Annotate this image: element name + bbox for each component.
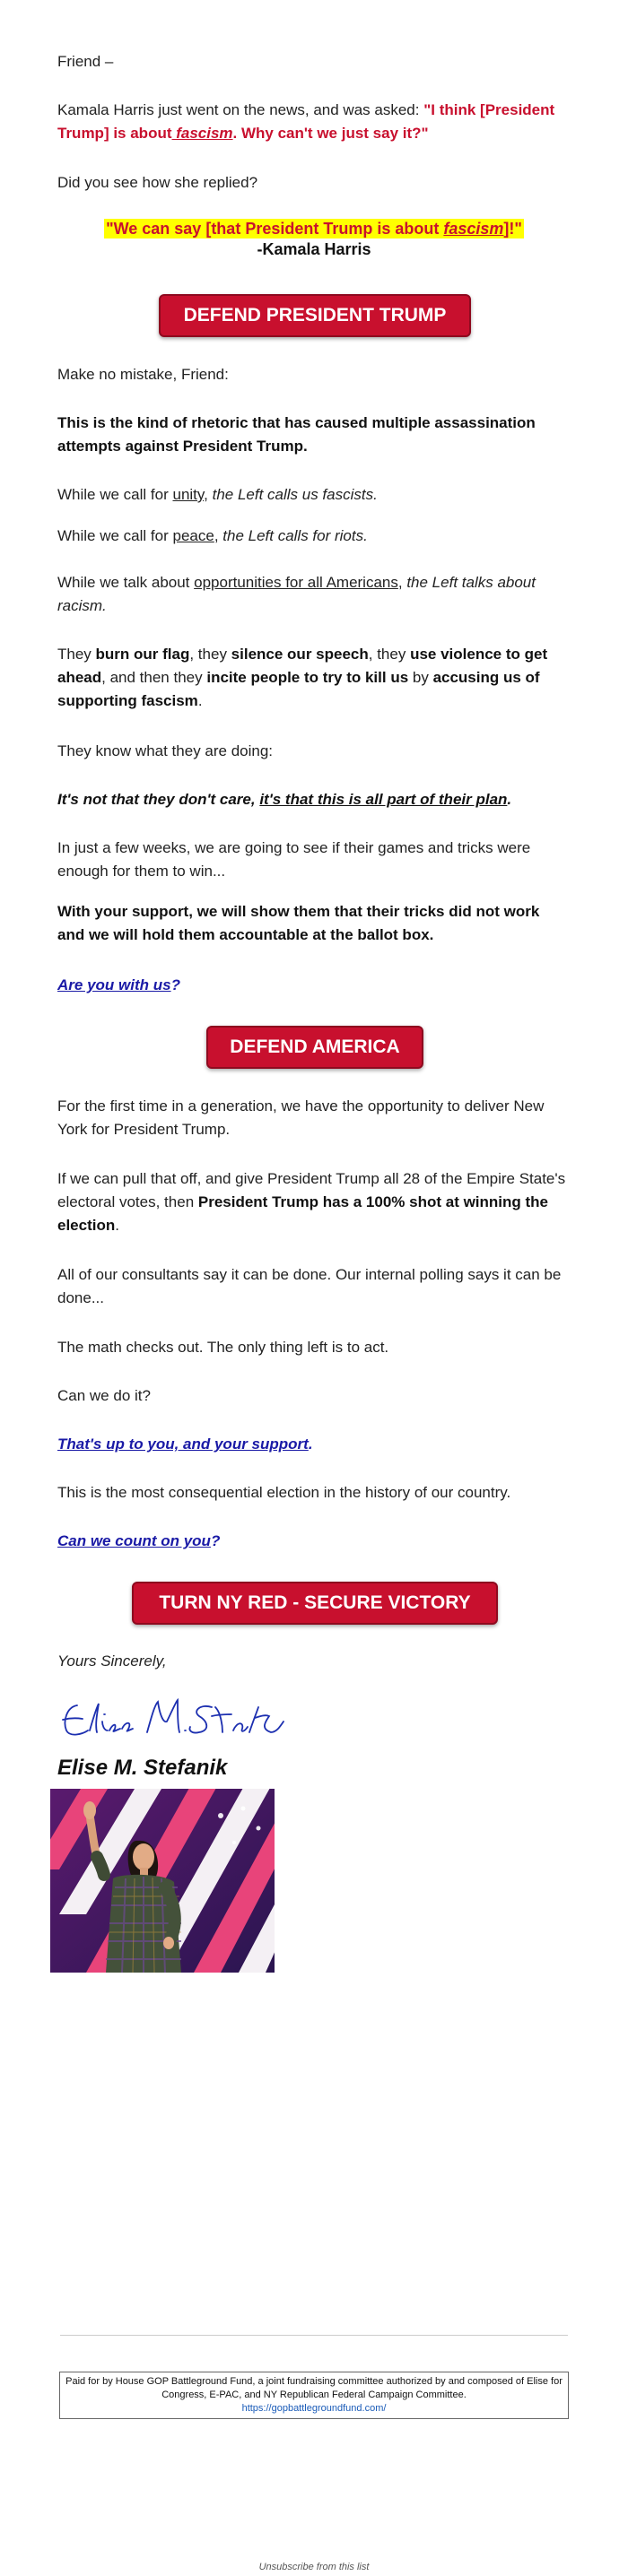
footer-divider [60, 2335, 568, 2336]
they-know: They know what they are doing: [57, 742, 274, 759]
intro-paragraph [57, 99, 571, 145]
are-you-with-us-line: Are you with us? [57, 976, 180, 993]
up-to-you-line: That's up to you, and your support. [57, 1435, 313, 1453]
closing: Yours Sincerely, [57, 1652, 167, 1670]
did-you-see: Did you see how she replied? [57, 174, 258, 191]
intro-lead: Kamala Harris just went on the news, and was asked: [57, 101, 424, 118]
plan-line: It's not that they don't care, it's that this is all part of their plan. [57, 791, 512, 808]
defend-president-trump-button[interactable]: DEFEND PRESIDENT TRUMP [159, 294, 471, 337]
highlight-quote [0, 220, 628, 259]
defend-america-button[interactable]: DEFEND AMERICA [206, 1026, 423, 1069]
disclaimer-link[interactable]: https://gopbattlegroundfund.com/ [241, 2403, 387, 2414]
up-to-you-link[interactable]: That's up to you, and your support [57, 1435, 309, 1453]
opportunities-line: While we talk about opportunities for all Americans, the Left talks about racism. [57, 574, 536, 614]
make-no-mistake: Make no mistake, Friend: [57, 366, 229, 383]
highlight-quote-text: "We can say [that President Trump is about fascism]!" [106, 220, 522, 238]
can-we: Can we do it? [57, 1387, 151, 1404]
first-time: For the first time in a generation, we have the opportunity to deliver New York for President Trump. [57, 1097, 545, 1138]
greeting: Friend – [57, 53, 114, 70]
burn-flag-paragraph: They burn our flag, they silence our speech, they use violence to get ahead, and then they incite people to try to kill us by accusing us of supporting fascism. [57, 646, 548, 709]
quote-attribution: -Kamala Harris [257, 240, 371, 258]
turn-ny-red-button[interactable]: TURN NY RED - SECURE VICTORY [132, 1582, 498, 1625]
disclaimer-text: Paid for by House GOP Battleground Fund, a joint fundraising committee authorized by and composed of Elise for Congress, E-PAC, and NY Republican Federal Campaign Committee. [65, 2376, 563, 2400]
pull-off-paragraph: If we can pull that off, and give President Trump all 28 of the Empire State's electoral votes, then President Trump has a 100% shot at winning the election. [57, 1170, 566, 1234]
signer-name: Elise M. Stefanik [57, 1756, 228, 1780]
few-weeks: In just a few weeks, we are going to see if their games and tricks were enough for them to win... [57, 839, 531, 880]
consequential: This is the most consequential election in the history of our country. [57, 1484, 511, 1501]
unity-line: While we call for unity, the Left calls us fascists. [57, 486, 378, 503]
count-on-you-line: Can we count on you? [57, 1532, 221, 1549]
rhetoric-statement: This is the kind of rhetoric that has caused multiple assassination attempts against President Trump. [57, 414, 536, 455]
are-you-with-us-link[interactable]: Are you with us [57, 976, 171, 993]
intro-quote-fascism: fascism [171, 125, 233, 142]
consultants: All of our consultants say it can be done. Our internal polling says it can be done... [57, 1266, 562, 1306]
candidate-photo [50, 1789, 275, 1973]
count-on-you-link[interactable]: Can we count on you [57, 1532, 211, 1549]
intro-quote: "I think [President Trump] is about [57, 101, 555, 142]
peace-line: While we call for peace, the Left calls for riots. [57, 527, 368, 544]
paid-for-disclaimer [59, 2372, 569, 2419]
handwritten-signature [57, 1695, 291, 1749]
with-support: With your support, we will show them that their tricks did not work and we will hold them accountable at the ballot box. [57, 903, 540, 943]
unsubscribe-link[interactable]: Unsubscribe from this list [258, 2562, 370, 2572]
math-line: The math checks out. The only thing left is to act. [57, 1339, 389, 1356]
intro-quote-end: . Why can't we just say it?" [232, 125, 429, 142]
